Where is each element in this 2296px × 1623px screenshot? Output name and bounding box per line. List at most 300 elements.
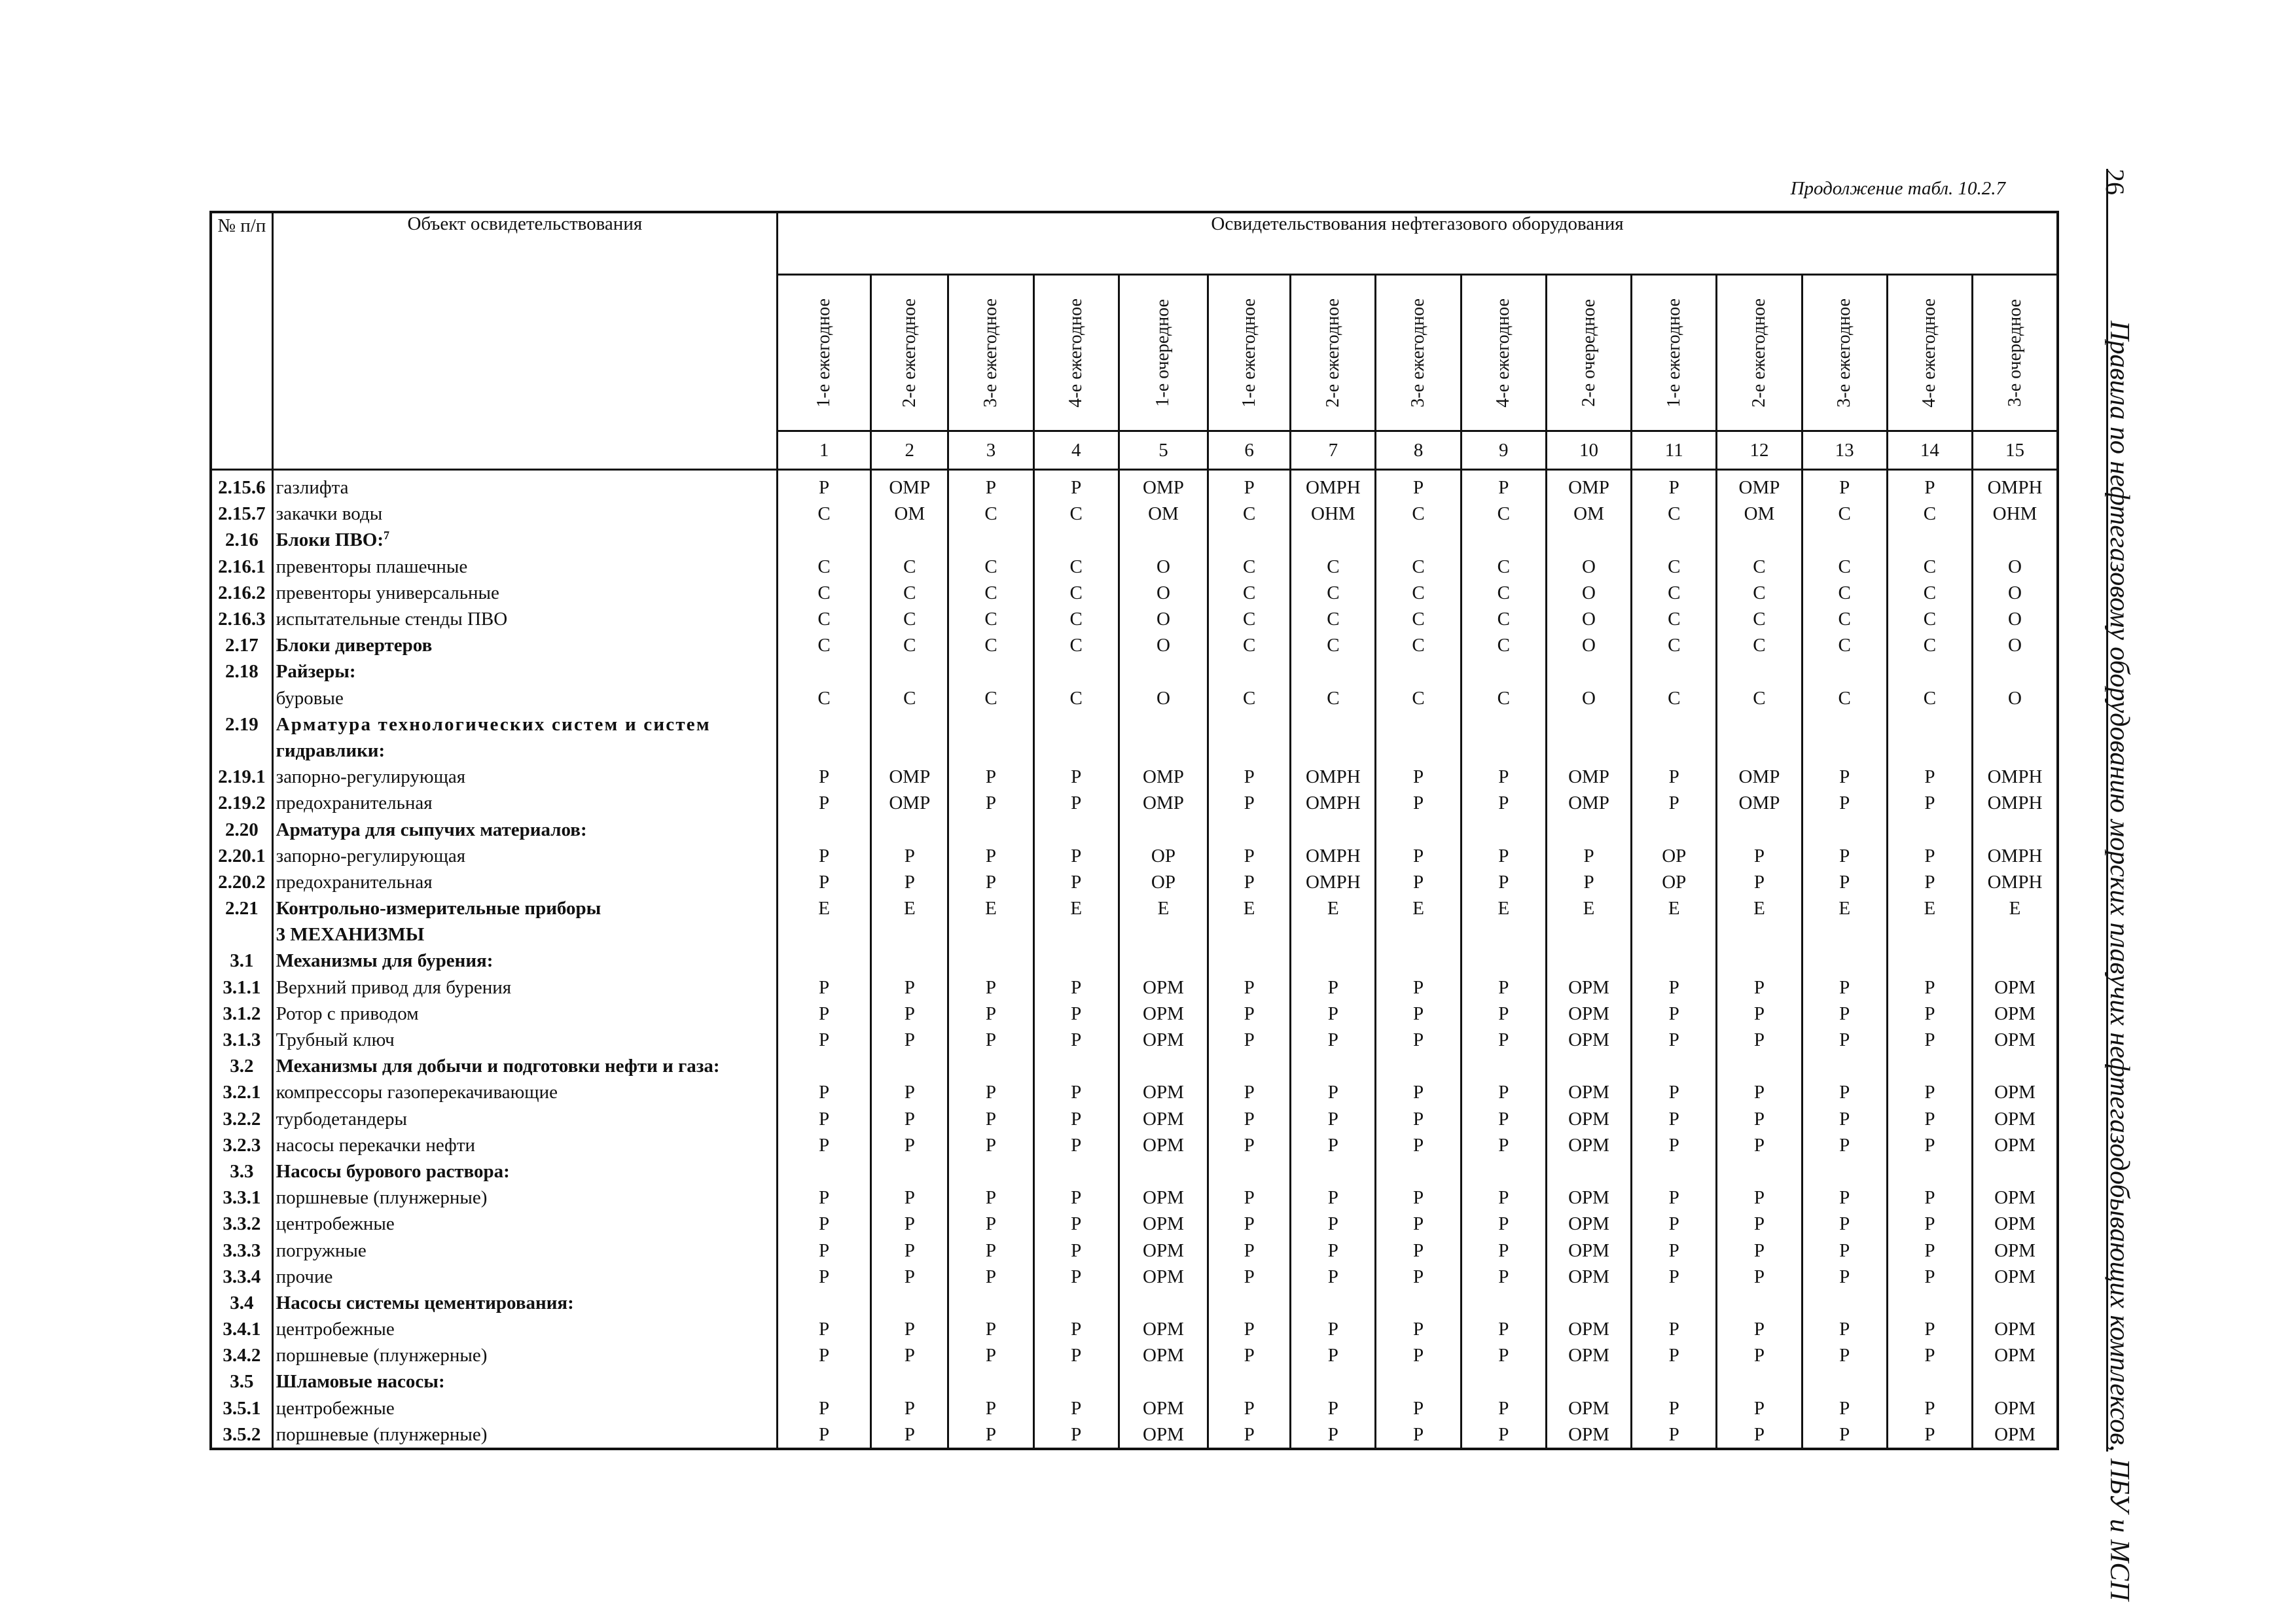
cell-col-4: Р [1033, 1316, 1119, 1342]
cell-col-10: ОРМ [1546, 1001, 1631, 1027]
cell-col-10: Р [1546, 843, 1631, 869]
cell-col-4: Р [1033, 1001, 1119, 1027]
cell-col-4: С [1033, 685, 1119, 711]
cell-col-4 [1033, 711, 1119, 738]
cell-col-15: О [1973, 554, 2058, 580]
cell-col-13: Р [1802, 1395, 1887, 1421]
cell-col-13: Р [1802, 1264, 1887, 1290]
table-row [211, 711, 2058, 738]
cell-col-4: Р [1033, 1237, 1119, 1263]
cell-col-4 [1033, 527, 1119, 553]
cell-col-5 [1119, 921, 1208, 948]
row-object [272, 711, 777, 738]
cell-col-14: Р [1887, 843, 1972, 869]
table-row [211, 470, 2058, 501]
cell-col-1: Р [777, 470, 870, 501]
cell-col-12: Р [1717, 1211, 1802, 1237]
cell-col-13: Р [1802, 1106, 1887, 1132]
row-object [272, 1106, 777, 1132]
cell-col-5 [1119, 1053, 1208, 1079]
row-object-name: запорно-регулирующая [276, 766, 466, 788]
cell-col-7: С [1291, 554, 1376, 580]
cell-col-3 [948, 738, 1033, 764]
cell-col-8: Р [1376, 1342, 1461, 1368]
cell-col-7 [1291, 738, 1376, 764]
cell-col-11: Р [1632, 1237, 1717, 1263]
cell-col-14: Р [1887, 1106, 1972, 1132]
cell-col-3 [948, 527, 1033, 553]
row-number: 3.5.1 [211, 1395, 272, 1421]
cell-col-1: Р [777, 1395, 870, 1421]
row-number: 2.19 [211, 711, 272, 738]
cell-col-11: Р [1632, 1027, 1717, 1053]
column-index-8: 8 [1376, 431, 1461, 470]
cell-col-15: О [1973, 685, 2058, 711]
cell-col-14: С [1887, 685, 1972, 711]
cell-col-7: ОМРН [1291, 764, 1376, 790]
cell-col-12: ОМР [1717, 470, 1802, 501]
cell-col-4 [1033, 1368, 1119, 1395]
row-number: 3.2.1 [211, 1079, 272, 1105]
cell-col-8 [1376, 1290, 1461, 1316]
cell-col-8: Р [1376, 1211, 1461, 1237]
cell-col-9: Р [1461, 1106, 1546, 1132]
cell-col-15: ОРМ [1973, 1264, 2058, 1290]
row-object [272, 790, 777, 816]
cell-col-12 [1717, 1368, 1802, 1395]
cell-col-14 [1887, 658, 1972, 685]
cell-col-15 [1973, 738, 2058, 764]
table-row [211, 1079, 2058, 1105]
table-row [211, 1132, 2058, 1158]
cell-col-1: Р [777, 1316, 870, 1342]
cell-col-6: Р [1208, 1395, 1291, 1421]
cell-col-8: Е [1376, 895, 1461, 921]
row-number: 2.16.2 [211, 580, 272, 606]
cell-col-1: С [777, 554, 870, 580]
sub-header-text: 3-е очередное [2004, 298, 2025, 407]
cell-col-15: ОРМ [1973, 1421, 2058, 1449]
cell-col-3 [948, 711, 1033, 738]
cell-col-2: Р [871, 1342, 948, 1368]
cell-col-15 [1973, 948, 2058, 974]
sub-header-12 [1717, 275, 1802, 431]
cell-col-12: Р [1717, 869, 1802, 895]
cell-col-13: Р [1802, 470, 1887, 501]
row-object [272, 1395, 777, 1421]
row-object-name: запорно-регулирующая [276, 845, 466, 866]
cell-col-13 [1802, 921, 1887, 948]
cell-col-12: С [1717, 580, 1802, 606]
table-row [211, 554, 2058, 580]
cell-col-12 [1717, 658, 1802, 685]
table-row [211, 1053, 2058, 1079]
sub-header-text: 2-е ежегодное [899, 298, 920, 408]
cell-col-8 [1376, 921, 1461, 948]
cell-col-5: ОМР [1119, 764, 1208, 790]
cell-col-11: С [1632, 685, 1717, 711]
row-object-name: предохранительная [276, 871, 433, 893]
sub-header-wrap [1976, 277, 2054, 428]
row-object [272, 1264, 777, 1290]
cell-col-5: ОРМ [1119, 974, 1208, 1001]
cell-col-1: Р [777, 1211, 870, 1237]
row-object-name: превенторы универсальные [276, 582, 499, 603]
cell-col-7: Р [1291, 1237, 1376, 1263]
table-row [211, 658, 2058, 685]
cell-col-14: Р [1887, 1027, 1972, 1053]
cell-col-2: С [871, 632, 948, 658]
cell-col-5: О [1119, 580, 1208, 606]
cell-col-9: Р [1461, 1001, 1546, 1027]
cell-col-2 [871, 1158, 948, 1185]
cell-col-1: Р [777, 974, 870, 1001]
row-object-name: Контрольно-измерительные приборы [276, 898, 601, 919]
sub-header-wrap [781, 277, 867, 428]
cell-col-5: О [1119, 685, 1208, 711]
cell-col-5: ОРМ [1119, 1185, 1208, 1211]
cell-col-3: С [948, 606, 1033, 632]
table-row [211, 816, 2058, 842]
cell-col-9: Р [1461, 1316, 1546, 1342]
cell-col-12: С [1717, 632, 1802, 658]
row-number: 3.4.2 [211, 1342, 272, 1368]
cell-col-15 [1973, 816, 2058, 842]
cell-col-9: С [1461, 606, 1546, 632]
sub-header-text: 2-е очередное [1578, 298, 1599, 407]
column-index-10: 10 [1546, 431, 1631, 470]
cell-col-12: Р [1717, 1421, 1802, 1449]
cell-col-11 [1632, 1368, 1717, 1395]
cell-col-3: Р [948, 1264, 1033, 1290]
sub-header-wrap [1806, 277, 1884, 428]
cell-col-5: ОРМ [1119, 1264, 1208, 1290]
cell-col-14: Р [1887, 790, 1972, 816]
cell-col-13: Р [1802, 1185, 1887, 1211]
cell-col-7 [1291, 658, 1376, 685]
cell-col-1 [777, 1368, 870, 1395]
column-index-5: 5 [1119, 431, 1208, 470]
column-header-object: Объект освидетельствования [272, 212, 777, 470]
cell-col-13 [1802, 1158, 1887, 1185]
row-object-name: предохранительная [276, 793, 433, 814]
sub-header-text: 1-е очередное [1153, 298, 1174, 407]
cell-col-2: Р [871, 1001, 948, 1027]
cell-col-14: Р [1887, 1264, 1972, 1290]
cell-col-10: ОМР [1546, 790, 1631, 816]
cell-col-10: ОРМ [1546, 1211, 1631, 1237]
cell-col-11: Р [1632, 470, 1717, 501]
row-object-name: поршневые (плунжерные) [276, 1187, 488, 1209]
row-number [211, 738, 272, 764]
cell-col-6 [1208, 1158, 1291, 1185]
page-number: 26 [2100, 169, 2130, 195]
cell-col-5: ОРМ [1119, 1211, 1208, 1237]
table-row [211, 869, 2058, 895]
cell-col-14: С [1887, 632, 1972, 658]
table-row [211, 1368, 2058, 1395]
cell-col-10: ОРМ [1546, 1185, 1631, 1211]
cell-col-10: ОМ [1546, 501, 1631, 527]
sub-header-text: 1-е ежегодное [1238, 298, 1259, 408]
cell-col-3: С [948, 685, 1033, 711]
cell-col-5: ОМ [1119, 501, 1208, 527]
row-object-name: Трубный ключ [276, 1029, 395, 1051]
cell-col-11: Е [1632, 895, 1717, 921]
cell-col-3 [948, 1368, 1033, 1395]
cell-col-9 [1461, 1053, 1546, 1079]
table-row [211, 1027, 2058, 1053]
cell-col-10: О [1546, 606, 1631, 632]
cell-col-11: Р [1632, 1106, 1717, 1132]
row-object [272, 632, 777, 658]
row-number: 3.1.1 [211, 974, 272, 1001]
cell-col-12: Р [1717, 1132, 1802, 1158]
table-row [211, 501, 2058, 527]
cell-col-8: Р [1376, 1316, 1461, 1342]
cell-col-3 [948, 658, 1033, 685]
cell-col-5 [1119, 1290, 1208, 1316]
cell-col-13: Р [1802, 790, 1887, 816]
cell-col-15 [1973, 711, 2058, 738]
cell-col-2 [871, 1290, 948, 1316]
row-object-name: превенторы плашечные [276, 556, 468, 577]
cell-col-11: С [1632, 606, 1717, 632]
cell-col-9 [1461, 1368, 1546, 1395]
cell-col-3: Р [948, 1342, 1033, 1368]
cell-col-14 [1887, 527, 1972, 553]
cell-col-14: Р [1887, 1421, 1972, 1449]
cell-col-15: ОМРН [1973, 869, 2058, 895]
cell-col-3: Р [948, 790, 1033, 816]
cell-col-1: Р [777, 1079, 870, 1105]
cell-col-1: Р [777, 790, 870, 816]
table-row [211, 790, 2058, 816]
cell-col-14: Е [1887, 895, 1972, 921]
cell-col-1 [777, 1290, 870, 1316]
cell-col-12 [1717, 948, 1802, 974]
cell-col-4 [1033, 658, 1119, 685]
row-number [211, 685, 272, 711]
row-number: 3.3.2 [211, 1211, 272, 1237]
cell-col-8: Р [1376, 1079, 1461, 1105]
cell-col-13: Р [1802, 1079, 1887, 1105]
sub-header-14 [1887, 275, 1972, 431]
cell-col-9: Р [1461, 843, 1546, 869]
cell-col-1: Р [777, 1185, 870, 1211]
cell-col-3: Р [948, 1001, 1033, 1027]
cell-col-10 [1546, 1290, 1631, 1316]
cell-col-2: Р [871, 1185, 948, 1211]
cell-col-2 [871, 711, 948, 738]
sub-header-8 [1376, 275, 1461, 431]
cell-col-6 [1208, 1290, 1291, 1316]
row-object [272, 1237, 777, 1263]
cell-col-5 [1119, 1158, 1208, 1185]
row-object-name: поршневые (плунжерные) [276, 1423, 488, 1445]
row-object [272, 1211, 777, 1237]
cell-col-6: Р [1208, 1421, 1291, 1449]
cell-col-15: ОМРН [1973, 764, 2058, 790]
cell-col-13: С [1802, 685, 1887, 711]
cell-col-10: ОМР [1546, 470, 1631, 501]
cell-col-7: Е [1291, 895, 1376, 921]
row-number: 2.19.1 [211, 764, 272, 790]
cell-col-11: Р [1632, 764, 1717, 790]
cell-col-6: Р [1208, 1237, 1291, 1263]
cell-col-11: Р [1632, 1421, 1717, 1449]
cell-col-14: Р [1887, 1237, 1972, 1263]
cell-col-12: Р [1717, 1185, 1802, 1211]
cell-col-7: Р [1291, 1211, 1376, 1237]
cell-col-4: С [1033, 580, 1119, 606]
cell-col-8: Р [1376, 1027, 1461, 1053]
cell-col-2: С [871, 580, 948, 606]
cell-col-8 [1376, 1053, 1461, 1079]
row-number: 2.16.1 [211, 554, 272, 580]
cell-col-14: С [1887, 606, 1972, 632]
cell-col-7: Р [1291, 1316, 1376, 1342]
cell-col-14: Р [1887, 1395, 1972, 1421]
cell-col-15: ОРМ [1973, 1001, 2058, 1027]
cell-col-5: ОРМ [1119, 1316, 1208, 1342]
cell-col-4: Р [1033, 1342, 1119, 1368]
row-number: 2.20 [211, 816, 272, 842]
cell-col-1 [777, 658, 870, 685]
cell-col-13: Р [1802, 1027, 1887, 1053]
cell-col-12: С [1717, 554, 1802, 580]
cell-col-2 [871, 921, 948, 948]
row-object-name: закачки воды [276, 503, 383, 525]
row-object [272, 554, 777, 580]
row-number: 3.3 [211, 1158, 272, 1185]
cell-col-8 [1376, 527, 1461, 553]
cell-col-7: Р [1291, 974, 1376, 1001]
cell-col-4 [1033, 738, 1119, 764]
cell-col-1: Р [777, 1001, 870, 1027]
row-object [272, 1158, 777, 1185]
sub-header-wrap [1720, 277, 1798, 428]
cell-col-12 [1717, 738, 1802, 764]
row-object-name: Механизмы для бурения: [276, 950, 493, 972]
cell-col-4 [1033, 921, 1119, 948]
cell-col-7: ОМРН [1291, 869, 1376, 895]
cell-col-3: С [948, 580, 1033, 606]
cell-col-9 [1461, 711, 1546, 738]
cell-col-2: Р [871, 1421, 948, 1449]
cell-col-1: Р [777, 764, 870, 790]
cell-col-13: Р [1802, 1132, 1887, 1158]
cell-col-11 [1632, 1290, 1717, 1316]
cell-col-8: Р [1376, 1132, 1461, 1158]
row-object [272, 895, 777, 921]
sub-header-wrap [1122, 277, 1204, 428]
cell-col-11 [1632, 658, 1717, 685]
cell-col-6: Р [1208, 1264, 1291, 1290]
cell-col-1: Р [777, 1237, 870, 1263]
cell-col-3: Р [948, 764, 1033, 790]
row-object-name: Насосы системы цементирования: [276, 1292, 574, 1313]
cell-col-11 [1632, 527, 1717, 553]
cell-col-9: Р [1461, 1342, 1546, 1368]
cell-col-13: Р [1802, 1211, 1887, 1237]
cell-col-13: Р [1802, 843, 1887, 869]
cell-col-5 [1119, 816, 1208, 842]
cell-col-8: Р [1376, 1106, 1461, 1132]
cell-col-4: С [1033, 501, 1119, 527]
cell-col-13: Р [1802, 1316, 1887, 1342]
cell-col-11: Р [1632, 1211, 1717, 1237]
cell-col-5: ОРМ [1119, 1027, 1208, 1053]
cell-col-9: Р [1461, 974, 1546, 1001]
row-object-name: испытательные стенды ПВО [276, 609, 508, 630]
cell-col-11: Р [1632, 1342, 1717, 1368]
cell-col-6: Р [1208, 470, 1291, 501]
cell-col-14: С [1887, 554, 1972, 580]
cell-col-6: Р [1208, 869, 1291, 895]
cell-col-2: ОМР [871, 764, 948, 790]
cell-col-12: Р [1717, 1237, 1802, 1263]
sub-header-text: 1-е ежегодное [814, 298, 834, 408]
cell-col-4: Р [1033, 764, 1119, 790]
cell-col-8: Р [1376, 1264, 1461, 1290]
cell-col-15 [1973, 527, 2058, 553]
cell-col-3: Р [948, 1132, 1033, 1158]
cell-col-13: С [1802, 554, 1887, 580]
column-index-3: 3 [948, 431, 1033, 470]
cell-col-12: ОМР [1717, 790, 1802, 816]
cell-col-6: Р [1208, 974, 1291, 1001]
cell-col-10 [1546, 1158, 1631, 1185]
cell-col-3: Р [948, 1395, 1033, 1421]
table-row [211, 974, 2058, 1001]
row-number: 3.2.3 [211, 1132, 272, 1158]
sub-header-wrap [1211, 277, 1287, 428]
cell-col-9: Р [1461, 1079, 1546, 1105]
cell-col-14 [1887, 711, 1972, 738]
cell-col-3 [948, 816, 1033, 842]
row-number: 3.4 [211, 1290, 272, 1316]
cell-col-4: Р [1033, 1027, 1119, 1053]
sub-header-text: 1-е ежегодное [1663, 298, 1684, 408]
cell-col-9: Р [1461, 869, 1546, 895]
cell-col-14: Р [1887, 1079, 1972, 1105]
column-index-9: 9 [1461, 431, 1546, 470]
sub-header-text: 2-е ежегодное [1322, 298, 1343, 408]
cell-col-11 [1632, 816, 1717, 842]
cell-col-15: ОМРН [1973, 470, 2058, 501]
cell-col-15: ОРМ [1973, 1027, 2058, 1053]
cell-col-4: Е [1033, 895, 1119, 921]
cell-col-6 [1208, 948, 1291, 974]
cell-col-8 [1376, 948, 1461, 974]
cell-col-4: Р [1033, 1185, 1119, 1211]
cell-col-5: ОРМ [1119, 1001, 1208, 1027]
cell-col-2: С [871, 554, 948, 580]
cell-col-12 [1717, 1053, 1802, 1079]
cell-col-8: Р [1376, 843, 1461, 869]
cell-col-1 [777, 816, 870, 842]
cell-col-12: Р [1717, 974, 1802, 1001]
table-row [211, 895, 2058, 921]
sub-header-3 [948, 275, 1033, 431]
cell-col-10: ОРМ [1546, 1421, 1631, 1449]
survey-table [209, 211, 2059, 1450]
cell-col-5: ОРМ [1119, 1421, 1208, 1449]
cell-col-10: ОРМ [1546, 974, 1631, 1001]
cell-col-15: ОРМ [1973, 1211, 2058, 1237]
cell-col-5: О [1119, 554, 1208, 580]
